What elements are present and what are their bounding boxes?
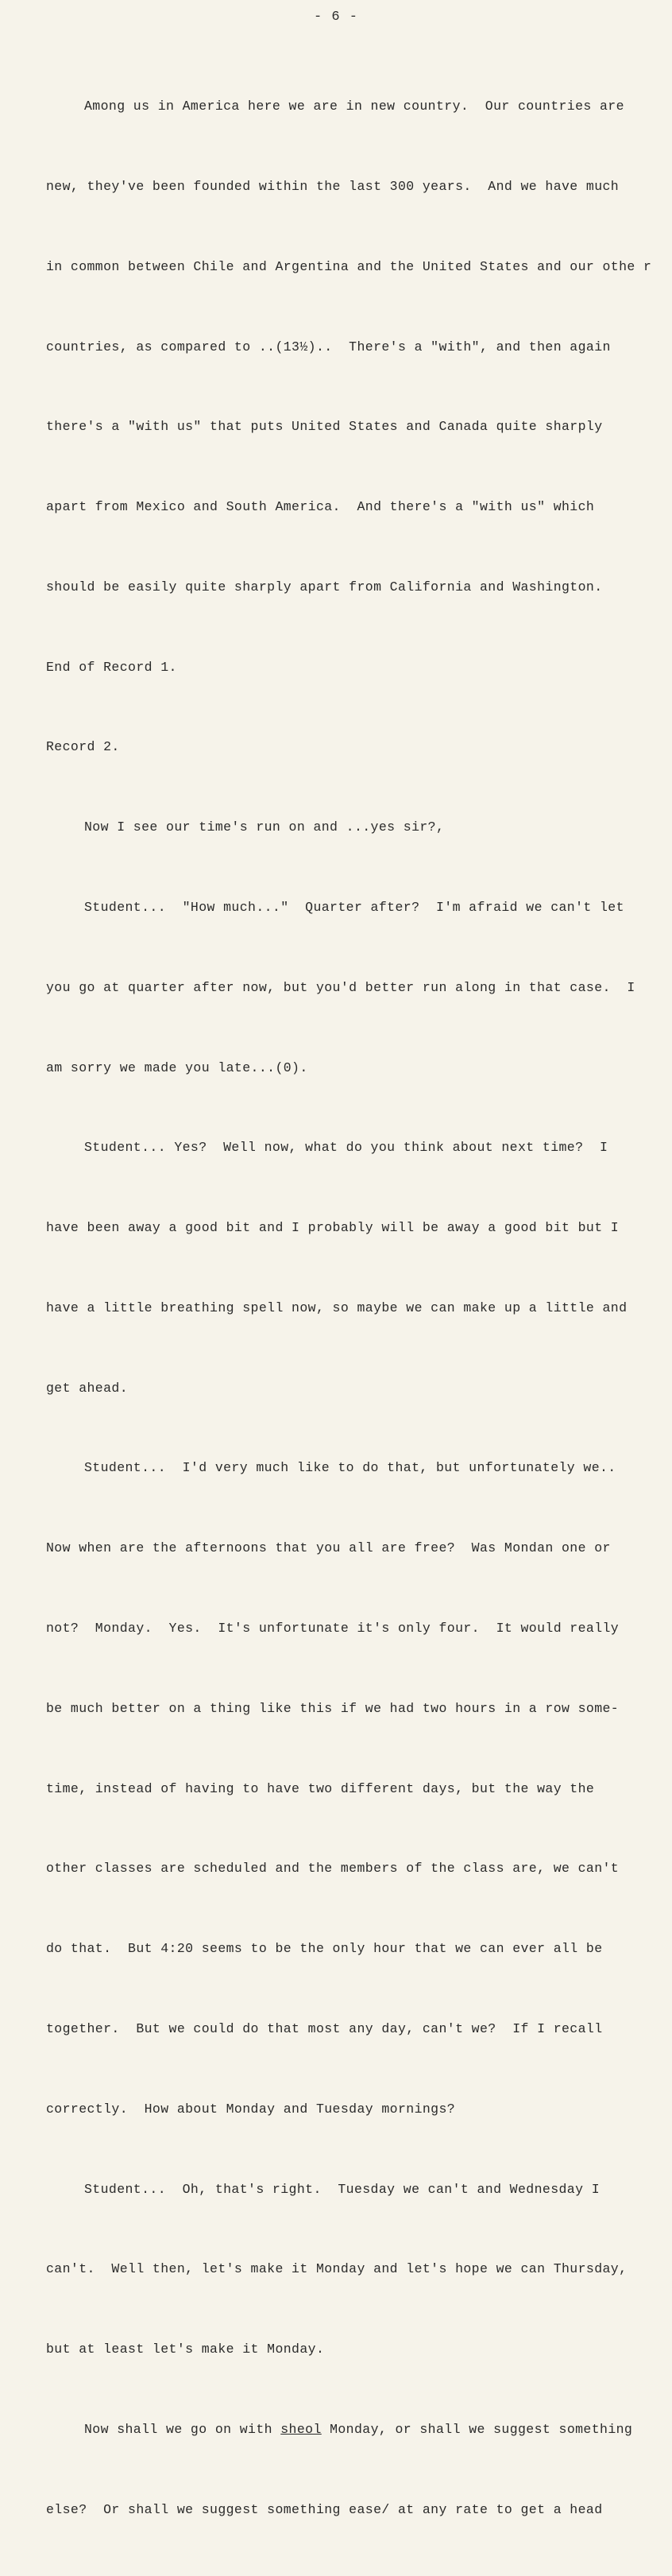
text-line: can't. Well then, let's make it Monday and let's hope we can Thursday, [46,2261,628,2277]
text-line: together. But we could do that most any day, can't we? If I recall [46,2020,603,2036]
text-line: End of Record 1. [46,659,177,675]
text-line: Now I see our time's run on and ...yes sir?, [84,819,445,835]
text-line: there's a "with us" that puts United States and Canada quite sharply [46,419,603,435]
text-line: Student... I'd very much like to do that, but unfortunately we.. [84,1460,616,1476]
text-line: Now when are the afternoons that you all are free? Was Mondan one or [46,1540,611,1556]
line-segment: Now shall we go on with [84,2421,281,2437]
text-line: correctly. How about Monday and Tuesday mornings? [46,2101,456,2117]
text-line: countries, as compared to ..(13½).. There's a "with", and then again [46,339,611,354]
text-line: have a little breathing spell now, so maybe we can make up a little and [46,1300,628,1315]
text-line: but at least let's make it Monday. [46,2342,325,2357]
text-line-with-underline [46,2416,650,2443]
text-line: apart from Mexico and South America. And there's a "with us" which [46,499,595,515]
text-line: in common between Chile and Argentina and the United States and our othe r [46,258,652,274]
text-line: other classes are scheduled and the members of the class are, we can't [46,1861,620,1877]
text-line: not? Monday. Yes. It's unfortunate it's only four. It would really [46,1621,620,1637]
text-line: Student... Yes? Well now, what do you think about next time? I [84,1140,608,1156]
text-line: Student... Oh, that's right. Tuesday we can't and Wednesday I [84,2181,601,2197]
text-line: get ahead. [46,1380,129,1396]
line-segment: Monday, or shall we suggest something [321,2421,633,2437]
text-line: be much better on a thing like this if we had two hours in a row some- [46,1700,620,1716]
text-line: Student... "How much..." Quarter after? I'm afraid we can't let [84,900,624,915]
text-line: else? Or shall we suggest something ease/ at any rate to get a head [46,2501,603,2517]
text-line: you go at quarter after now, but you'd better run along in that case. I [46,979,635,995]
underlined-word: sheol [280,2421,322,2437]
page-number: - 6 - [313,10,358,25]
text-line: Among us in America here we are in new country. Our countries are [84,99,624,114]
text-line: new, they've been founded within the last 300 years. And we have much [46,178,620,194]
text-line: time, instead of having to have two different days, but the way the [46,1780,595,1796]
text-line: am sorry we made you late...(0). [46,1059,308,1075]
text-line: should be easily quite sharply apart from California and Washington. [46,579,603,595]
text-line: do that. But 4:20 seems to be the only hour that we can ever all be [46,1941,603,1957]
text-line: have been away a good bit and I probably will be away a good bit but I [46,1220,620,1236]
text-line: Record 2. [46,739,120,755]
transcript-body [46,40,650,2576]
